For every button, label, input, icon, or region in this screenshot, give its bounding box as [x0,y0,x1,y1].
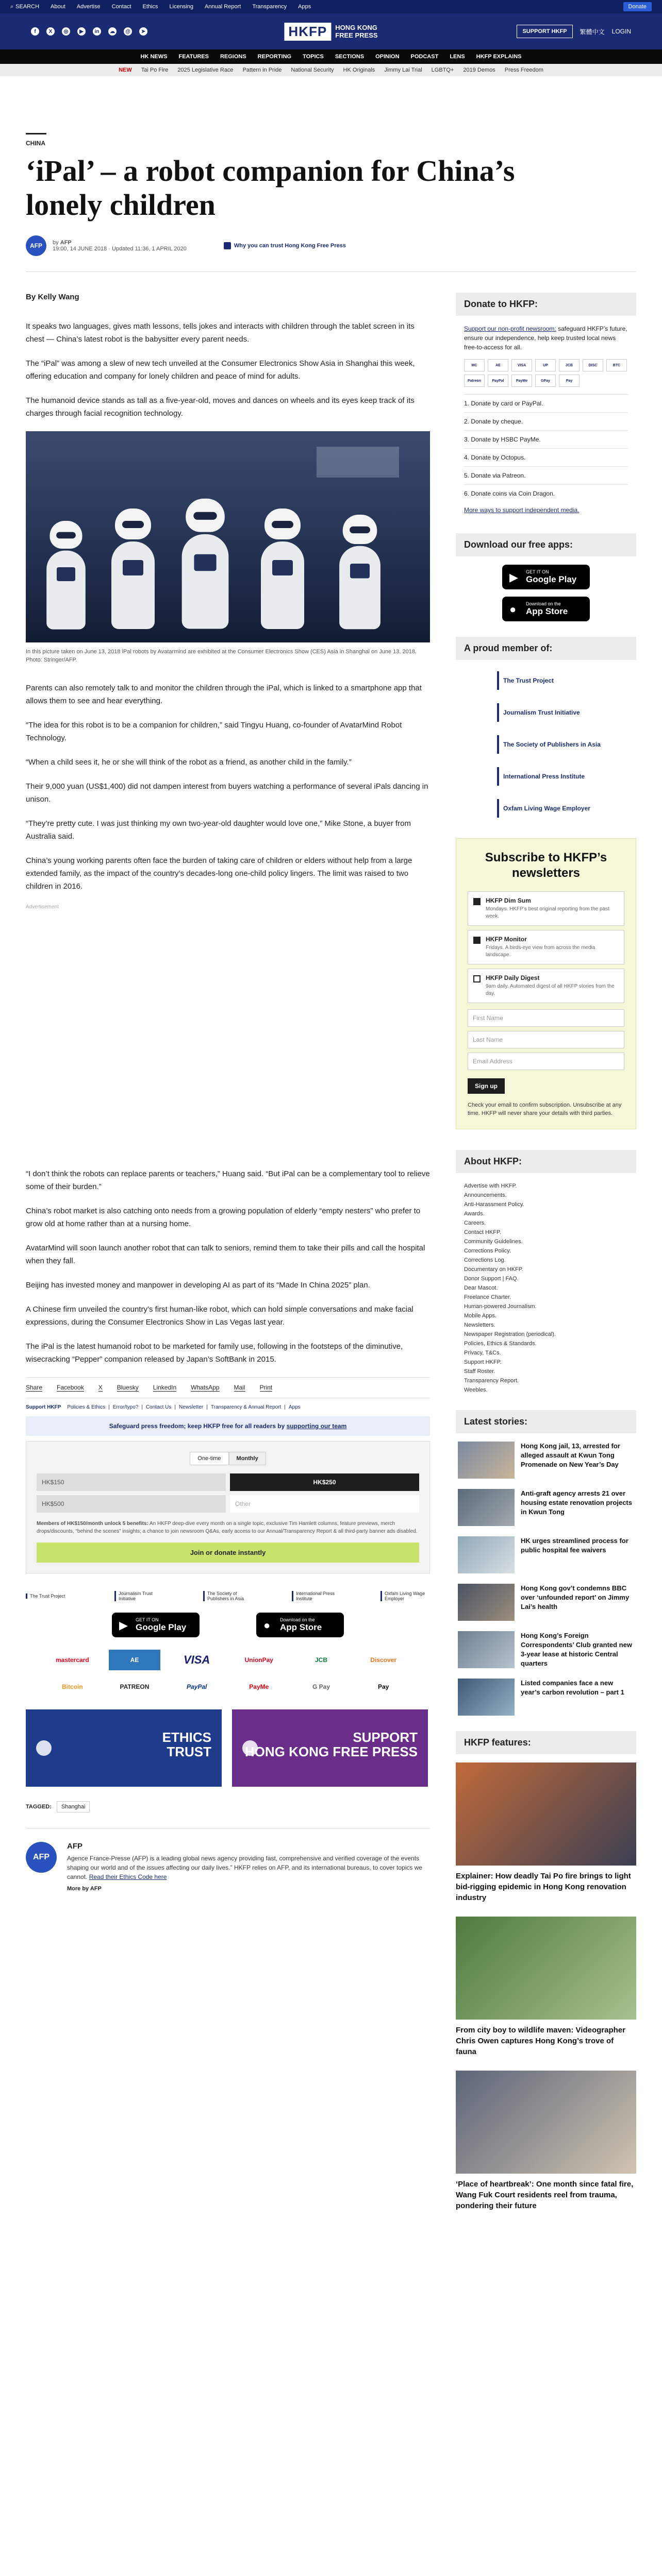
paragraph: Parents can also remotely talk to and monitor the children through the iPal, which is linked to a smartphone app that allows them to see and hear everything. [26,684,422,705]
paragraph: The “iPal” was among a slew of new tech unveiled at the Consumer Electronics Show Asia in Shanghai this week, offering education and company for lonely children and peace of mind for adults. [26,359,415,381]
about-link[interactable]: Staff Roster. [464,1368,495,1375]
nav-podcast[interactable]: PODCAST [410,54,439,60]
oxfam-logo[interactable]: Oxfam Living Wage Employer [380,1591,430,1601]
linkedin-icon[interactable]: in [93,27,101,36]
footer-link[interactable]: Contact Us [145,1404,172,1410]
app-store-button[interactable]: ● Download on the App Store [502,597,590,621]
apple-icon: ● [509,603,517,616]
payment-methods [46,1650,409,1697]
about-links [456,1181,636,1410]
about-link[interactable]: Donor Support | FAQ. [464,1276,519,1282]
site-logo[interactable] [284,23,377,41]
instagram-icon[interactable]: ◎ [62,27,70,36]
robot-figure [336,515,383,632]
ethics-promo[interactable]: ETHICS TRUST [26,1709,222,1787]
contact-link[interactable]: Contact [111,4,131,10]
partner-logos [26,1591,430,1601]
paragraph: AvatarMind will soon launch another robot that can talk to seniors, remind them to take their pills and call the hospital when they fall. [26,1244,425,1265]
about-link[interactable]: Careers. [464,1220,486,1226]
advertise-link[interactable]: Advertise [76,4,101,10]
google-pay-icon: GPay [535,375,556,387]
ethics-code-link[interactable]: Read their Ethics Code here [89,1873,167,1880]
byline-meta: by AFP 19:00, 14 JUNE 2018 · Updated 11:36, 1 APRIL 2020 [53,240,187,252]
payme-icon[interactable]: PayMe [249,1683,269,1690]
new-badge: NEW [119,67,132,73]
about-link[interactable]: Advertise with HKFP. [464,1183,517,1189]
google-play-button[interactable]: ▶ GET IT ON Google Play [112,1613,200,1637]
join-donate-button[interactable]: Join or donate instantly [37,1543,419,1563]
ipi-logo[interactable]: International Press Institute [292,1591,341,1601]
features-heading: HKFP features: [456,1731,636,1754]
paragraph: “When a child sees it, he or she will think of the robot as a friend, as another child in the family.” [26,758,352,767]
about-link[interactable]: Support HKFP. [464,1359,502,1365]
sopa-logo[interactable]: The Society of Publishers in Asia [203,1591,253,1601]
share-print[interactable]: Print [259,1384,273,1391]
share-facebook[interactable]: Facebook [57,1384,84,1391]
more-ways-link[interactable]: More ways to support independent media. [464,506,580,514]
support-newsroom-link[interactable]: Support our non-profit newsroom: [464,325,556,332]
story-thumbnail [458,1584,515,1621]
youtube-icon[interactable]: ▶ [77,27,86,36]
brand-bar [0,13,662,49]
nav-sections[interactable]: SECTIONS [335,54,365,60]
about-link[interactable]: Newspaper Registration (periodical). [464,1331,556,1337]
donate-method-link[interactable]: 6. Donate coins via Coin Dragon. [464,484,628,502]
share-label: Share [26,1384,43,1391]
mastercard-icon: MC [464,359,485,371]
paypal-icon[interactable]: PayPal [186,1683,207,1690]
feature-title: ‘Place of heartbreak’: One month since fatal fire, Wang Fuk Court residents reel from trauma, pondering their future [456,2180,634,2210]
discover-icon: DISC [583,359,603,371]
list-item[interactable] [458,1679,634,1716]
checkbox-icon [473,975,481,982]
paypal-icon: PayPal [488,375,508,387]
tagged-label: TAGGED: [26,1804,52,1810]
about-link[interactable]: Newsletters. [464,1322,495,1328]
newsletter-option-monitor[interactable]: HKFP Monitor Fridays. A birds-eye view from across the media landscape. [468,930,624,964]
story-thumbnail [458,1679,515,1716]
bitcoin-icon: BTC [606,359,627,371]
paragraph: The humanoid device stands as tall as a five-year-old, moves and dances on wheels and its eyes keep track of its charges through facial recognition technology. [26,396,415,418]
amex-icon: AE [488,359,508,371]
sidebar-app-buttons [456,565,636,621]
feature-card[interactable] [456,1917,636,2057]
article-title: ‘iPal’ – a robot companion for China’s lonely children [26,154,515,222]
support-team-link[interactable]: supporting our team [286,1422,347,1430]
about-heading: About HKFP: [456,1150,636,1173]
article-photo[interactable] [26,431,430,642]
trust-link[interactable]: Why you can trust Hong Kong Free Press [224,242,346,249]
paragraph: A Chinese firm unveiled the country’s first human-like robot, which can hold simple conversations and make facial expressions, during the Consumer Electronics Show in Las Vegas last year. [26,1305,413,1327]
logo-text: HONG KONG FREE PRESS [335,24,378,39]
share-bar [26,1377,430,1398]
logo-mark: HKFP [284,23,331,41]
donate-method-link[interactable]: 4. Donate by Octopus. [464,448,628,466]
jti-logo[interactable]: Journalism Trust Initiative [114,1591,164,1601]
content-area [26,272,636,2225]
x-icon[interactable]: X [46,27,55,36]
unionpay-icon: UP [535,359,556,371]
google-play-button[interactable]: ▶ GET IT ON Google Play [502,565,590,589]
monthly-tab[interactable]: Monthly [229,1452,266,1465]
apps-link[interactable]: Apps [298,4,311,10]
play-icon [36,1740,52,1756]
facebook-icon[interactable]: f [31,27,39,36]
article-footer-links: Support HKFP Policies & Ethics | Error/typo? | Contact Us | Newsletter | Transparency & Annual Report | Apps [26,1404,301,1410]
about-link[interactable]: Weebles. [464,1387,488,1393]
feature-title: Explainer: How deadly Tai Po fire brings to light bid-rigging epidemic in Hong Kong renovation industry [456,1872,631,1902]
visa-icon[interactable]: VISA [183,1653,210,1666]
support-hkfp-button[interactable]: SUPPORT HKFP [517,25,572,38]
newsletter-note: Check your email to confirm subscription. Unsubscribe at any time. HKFP will never share your details with third parties. [468,1102,622,1116]
trending-link[interactable]: National Security [291,67,334,73]
advertisement-slot [26,910,430,1167]
list-item[interactable] [458,1631,634,1668]
author-avatar[interactable]: AFP [26,1842,57,1873]
donate-method-link[interactable]: 5. Donate via Patreon. [464,466,628,484]
trending-link[interactable]: Tai Po Fire [141,67,169,73]
nav-hk-news[interactable]: HK NEWS [140,54,168,60]
about-link[interactable]: Corrections Log. [464,1257,506,1263]
author-box [26,1828,430,1892]
trending-link[interactable]: 2019 Demos [463,67,495,73]
trending-link[interactable]: Press Freedom [504,67,543,73]
reporter-byline: By Kelly Wang [26,293,79,301]
transparency-link[interactable]: Transparency [252,4,287,10]
about-link[interactable]: Anti-Harassment Policy. [464,1201,524,1208]
nav-features[interactable]: FEATURES [178,54,209,60]
paragraph: China’s young working parents often face the burden of taking care of children or elders without help from a large extended family, as the impact of the country’s decades-long one-child policy lingers. The limit was raised to two children in 2016. [26,856,412,891]
about-link[interactable]: Freelance Charter. [464,1294,511,1300]
more-by-author-link[interactable]: More by AFP [67,1886,102,1892]
nav-topics[interactable]: TOPICS [303,54,324,60]
article-header [26,76,636,272]
patreon-icon: Patreon [464,375,485,387]
nav-explains[interactable]: HKFP EXPLAINS [476,54,522,60]
promo-videos [26,1709,430,1787]
list-item[interactable] [458,1442,634,1479]
newsletter-option-daily-digest[interactable]: HKFP Daily Digest 9am daily. Automated digest of all HKFP stories from the day. [468,969,624,1003]
threads-icon[interactable]: @ [124,27,132,36]
advertisement-label: Advertisement [26,904,59,910]
ethics-link[interactable]: Ethics [142,4,158,10]
amex-icon[interactable]: AE [109,1650,161,1670]
trending-link[interactable]: LGBTQ+ [431,67,454,73]
nav-reporting[interactable]: REPORTING [257,54,292,60]
licensing-link[interactable]: Licensing [169,4,193,10]
paragraph: The iPal is the latest humanoid robot to be marketed for family use, following in the footsteps of the diminutive, wisecracking “Pepper” companion released by Japan’s SoftBank in 2015. [26,1342,403,1364]
features-list [456,1762,636,2211]
donate-intro: Support our non-profit newsroom: safeguard HKFP’s future, ensure our independence, help keep trusted local news free-to-access for all. [464,325,627,351]
frequency-toggle [37,1452,419,1465]
story-thumbnail [458,1631,515,1668]
shield-icon [224,242,231,249]
language-switch[interactable]: 繁體中文 [580,28,605,36]
donate-heading: Donate to HKFP: [456,293,636,316]
trending-link[interactable]: Jimmy Lai Trial [384,67,422,73]
donate-method-link[interactable]: 3. Donate by HSBC PayMe. [464,430,628,448]
share-mail[interactable]: Mail [234,1384,245,1391]
feature-card[interactable] [456,2071,636,2211]
donation-widget [26,1441,430,1573]
last-name-field[interactable]: Last Name [468,1031,624,1048]
first-name-field[interactable]: First Name [468,1009,624,1027]
other-amount-input[interactable]: Other [230,1495,419,1513]
amount-option[interactable]: HK$500 [37,1495,226,1513]
utility-bar [0,0,662,13]
feature-image [456,1762,636,1866]
about-link[interactable]: Announcements. [464,1192,507,1198]
feature-title: From city boy to wildlife maven: Videographer Chris Owen captures Hong Kong’s trove of fauna [456,2026,625,2056]
story-thumbnail [458,1536,515,1573]
bluesky-icon[interactable]: ☁ [108,27,117,36]
about-link[interactable]: Community Guidelines. [464,1239,523,1245]
ipi-logo[interactable]: International Press Institute [497,767,628,786]
oxfam-logo[interactable]: Oxfam Living Wage Employer [497,799,628,818]
social-links [31,27,147,36]
donate-method-link[interactable]: 1. Donate by card or PayPal. [464,394,628,412]
list-item[interactable] [458,1536,634,1573]
robot-figure [178,499,232,632]
footer-link[interactable]: Newsletter [179,1404,204,1410]
apps-heading: Download our free apps: [456,533,636,556]
about-link[interactable]: Transparency Report. [464,1378,519,1384]
sidebar [456,272,636,2225]
latest-stories [456,1442,636,1716]
about-link[interactable]: Contact HKFP. [464,1229,501,1235]
story-title: Hong Kong’s Foreign Correspondents’ Club granted new 3-year lease at historic Central quarters [521,1632,632,1667]
app-store-buttons [26,1613,430,1637]
trending-nav [0,64,662,76]
author-bio: Agence France-Presse (AFP) is a leading global news agency providing fast, comprehensive and verified coverage of the events shaping our world and of the issues affecting our daily lives.” HKFP relies on AFP, and its international bureaus, to cover topics we cannot. Read their Ethics Code here [67,1855,423,1880]
paragraph: China’s robot market is also catching onto needs from a growing population of elderly “empty nesters” who prefer to grow old at home rather than at a nursing home. [26,1207,421,1228]
feature-image [456,2071,636,2174]
list-item[interactable] [458,1584,634,1621]
article-body [26,272,430,2225]
about-link[interactable]: Policies, Ethics & Standards. [464,1341,537,1347]
author-name[interactable]: AFP [67,1842,82,1851]
nav-regions[interactable]: REGIONS [220,54,246,60]
membership-heading: A proud member of: [456,637,636,660]
sidebar-payment-icons [456,352,636,394]
story-title: Listed companies face a new year’s carbon revolution – part 1 [521,1679,624,1696]
footer-link[interactable]: Error/typo? [112,1404,139,1410]
about-link[interactable]: Corrections Policy. [464,1248,511,1254]
byline-row [26,235,636,256]
amount-option[interactable]: HK$150 [37,1473,226,1491]
tag-chip[interactable]: Shanghai [57,1801,90,1812]
newsletter-signup [456,838,636,1129]
robot-figure [108,509,158,632]
list-item[interactable] [458,1489,634,1526]
apple-icon: ● [263,1619,271,1632]
robot-figure [258,509,307,632]
story-title: Hong Kong gov’t condemns BBC over ‘unfounded report’ on Jimmy Lai’s health [521,1584,630,1611]
search-link[interactable]: ⌕ SEARCH [10,3,40,10]
story-thumbnail [458,1489,515,1526]
visa-icon: VISA [511,359,532,371]
jcb-icon[interactable]: JCB [315,1656,327,1664]
paragraph: “I don’t think the robots can replace parents or teachers,” Huang said. “But iPal can be a complementary tool to relieve some of their burden.” [26,1170,430,1191]
feature-card[interactable] [456,1762,636,1903]
paragraph: Their 9,000 yuan (US$1,400) did not dampen interest from buyers watching a performance of several iPals dancing in unison. [26,782,428,804]
donate-method-link[interactable]: 2. Donate by cheque. [464,412,628,430]
support-banner: Safeguard press freedom; keep HKFP free for all readers by supporting our team [26,1416,430,1436]
footer-link[interactable]: Transparency & Annual Report [210,1404,282,1410]
kicker-rule [26,133,46,134]
trending-link[interactable]: 2025 Legislative Race [177,67,234,73]
footer-link[interactable]: Policies & Ethics [67,1404,106,1410]
mastercard-icon[interactable]: mastercard [55,1656,89,1664]
email-field[interactable]: Email Address [468,1053,624,1070]
sopa-logo[interactable]: The Society of Publishers in Asia [497,735,628,754]
share-x[interactable]: X [98,1384,103,1391]
footer-link[interactable]: Apps [288,1404,301,1410]
google-play-icon: ▶ [119,1619,128,1632]
bitcoin-icon[interactable]: Bitcoin [61,1683,83,1690]
trending-link[interactable]: HK Originals [343,67,375,73]
share-linkedin[interactable]: LinkedIn [153,1384,177,1391]
amount-options [37,1473,419,1513]
trending-link[interactable]: Pattern in Pride [242,67,282,73]
patreon-icon[interactable]: PATREON [120,1683,150,1690]
newsletter-heading: Subscribe to HKFP’s newsletters [485,851,607,880]
member-perks: Members of HK$150/month unlock 5 benefits: An HKFP deep-dive every month on a single topic, exclusive Tim Hamlett columns, feature previews, merch drops/discounts, “behind the scenes” insights; a chance to join newsroom Q&As, early access to our Annual/Transparency Report & all third-party banner ads disabled. [37,1521,418,1534]
paragraph: “They’re pretty cute. I was just thinking my own two-year-old daughter would love one,” Mike Stone, a buyer from Australia said. [26,819,411,841]
donate-methods [456,394,636,502]
robot-figure [44,521,88,632]
membership-logos [456,668,636,828]
trust-project-logo[interactable]: The Trust Project [497,671,628,690]
feature-image [456,1917,636,2020]
amount-option-selected[interactable]: HK$250 [230,1473,419,1491]
about-link[interactable]: Dear Mascot. [464,1285,498,1291]
unionpay-icon[interactable]: UnionPay [244,1656,273,1664]
payme-icon: PayMe [511,375,532,387]
checkbox-icon [473,937,481,944]
google-pay-icon[interactable]: G Pay [312,1683,330,1690]
author-link[interactable]: AFP [60,240,72,246]
newsletter-option-dim-sum[interactable]: HKFP Dim Sum Mondays. HKFP’s best original reporting from the past week. [468,891,624,926]
story-thumbnail [458,1442,515,1479]
story-title: Hong Kong jail, 13, arrested for alleged assault at Kwun Tong Promenade on New Year’s Day [521,1442,620,1468]
about-link[interactable]: Human-powered Journalism. [464,1303,537,1310]
apple-pay-icon[interactable]: Pay [377,1683,389,1690]
trust-project-logo[interactable]: The Trust Project [26,1594,75,1599]
publish-dates: 19:00, 14 JUNE 2018 · Updated 11:36, 1 APRIL 2020 [53,246,187,252]
sign-up-button[interactable]: Sign up [468,1078,505,1094]
support-promo[interactable]: SUPPORT HONG KONG FREE PRESS [232,1709,428,1787]
latest-heading: Latest stories: [456,1410,636,1433]
login-link[interactable]: LOGIN [611,28,631,35]
photo-backdrop [317,447,399,478]
search-icon: ⌕ [10,3,14,10]
story-title: HK urges streamlined process for public hospital fee waivers [521,1537,628,1554]
author-avatar[interactable]: AFP [26,235,46,256]
about-link[interactable]: About [51,4,65,10]
support-hkfp-link[interactable]: Support HKFP [26,1404,61,1410]
apple-pay-icon: Pay [559,375,580,387]
google-play-icon: ▶ [509,571,518,584]
discover-icon[interactable]: Discover [370,1656,396,1664]
photo-caption: In this picture taken on June 13, 2018 iPal robots by Avatarmind are exhibited at the Consumer Electronics Show (CES) Asia in Shanghai on June 13, 2018. Photo: Stringer/AFP. [26,649,417,663]
category-kicker[interactable]: CHINA [26,140,45,147]
checkbox-icon [473,898,481,905]
about-link[interactable]: Privacy, T&Cs. [464,1350,501,1356]
one-time-tab[interactable]: One-time [190,1452,228,1465]
share-whatsapp[interactable]: WhatsApp [191,1384,220,1391]
story-title: Anti-graft agency arrests 21 over housing estate renovation projects in Kwun Tong [521,1489,632,1516]
telegram-icon[interactable]: ➤ [139,27,147,36]
main-nav [0,49,662,64]
nav-opinion[interactable]: OPINION [375,54,400,60]
about-link[interactable]: Documentary on HKFP. [464,1266,523,1273]
nav-lens[interactable]: LENS [450,54,465,60]
annual-report-link[interactable]: Annual Report [205,4,241,10]
paragraph: It speaks two languages, gives math lessons, tells jokes and interacts with children through the tablet screen in its chest — China’s latest robot is the babysitter every parent needs. [26,322,415,344]
paragraph: Beijing has invested money and manpower in developing AI as part of its “Made In China 2025” plan. [26,1281,370,1290]
app-store-button[interactable]: ● Download on the App Store [256,1613,344,1637]
share-bluesky[interactable]: Bluesky [117,1384,139,1391]
jcb-icon: JCB [559,359,580,371]
donate-link[interactable]: Donate [623,2,652,11]
paragraph: “The idea for this robot is to be a companion for children,” said Tingyu Huang, co-founder of AvatarMind Robot Technology. [26,721,402,742]
tag-list [26,1801,430,1812]
jti-logo[interactable]: Journalism Trust Initiative [497,703,628,722]
about-link[interactable]: Awards. [464,1211,485,1217]
about-link[interactable]: Mobile Apps. [464,1313,496,1319]
